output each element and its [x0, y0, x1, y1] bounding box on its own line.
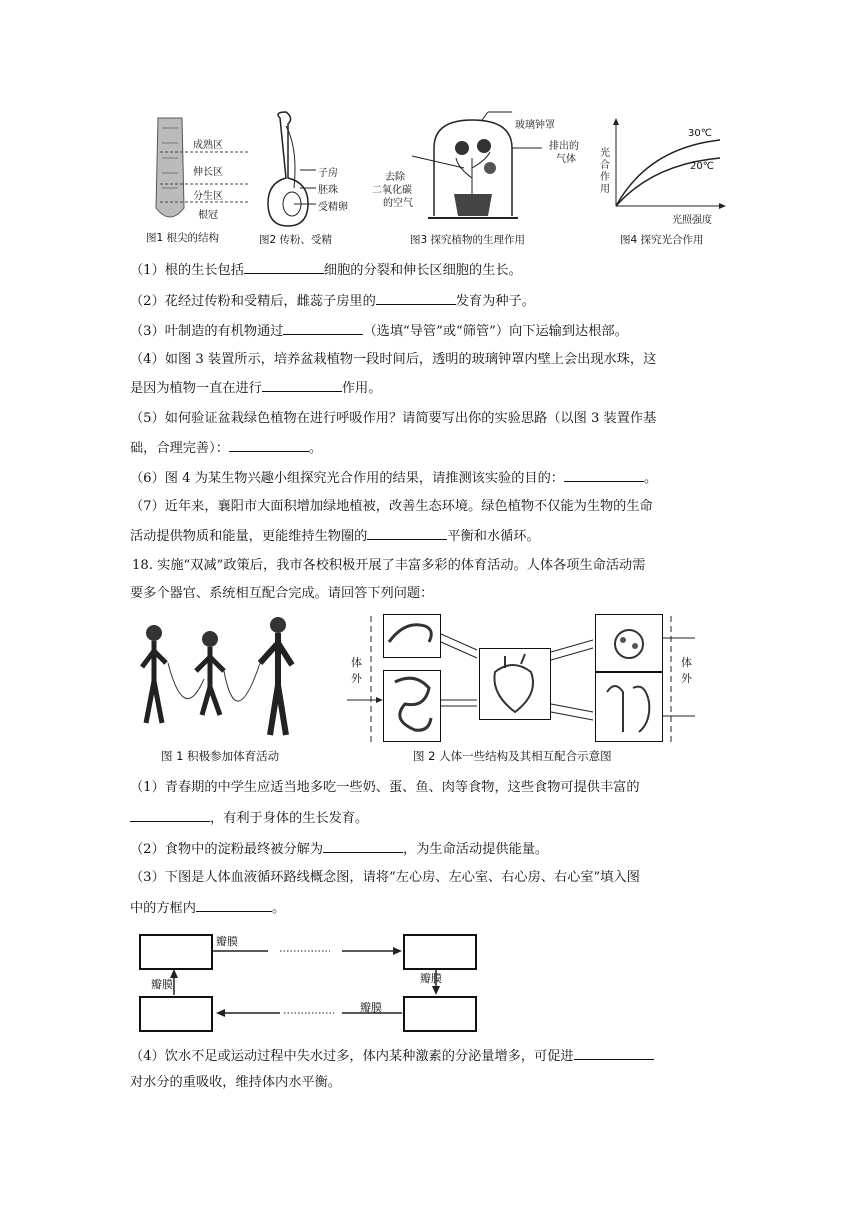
- intake-label-1: 去除: [385, 172, 405, 183]
- answer-blank[interactable]: [244, 259, 324, 274]
- q18-1-cont: ，有利于身体的生长发育。: [130, 807, 735, 829]
- fig4-ylabel-4: 用: [600, 184, 610, 195]
- q18-fig1-caption: 图 1 积极参加体育活动: [161, 749, 280, 763]
- answer-blank[interactable]: [283, 320, 363, 335]
- organ-sketches: [345, 612, 715, 744]
- root-label-maturation: 成熟区: [193, 140, 223, 151]
- fig3-caption: 图3 探究植物的生理作用: [410, 234, 526, 246]
- series-30c: 30℃: [688, 128, 712, 139]
- q17-2: （2）花经过传粉和受精后，雌蕊子房里的 发育为种子。: [130, 290, 735, 312]
- series-20c: 20℃: [690, 161, 714, 172]
- q18-2: （2）食物中的淀粉最终被分解为 ，为生命活动提供能量。: [130, 838, 735, 860]
- q17-5-cont: 础，合理完善）： 。: [130, 437, 735, 459]
- organ-diagram: [345, 612, 715, 744]
- fig4-xlabel: 光照强度: [672, 215, 712, 226]
- pistil-label-ovary: 子房: [318, 168, 338, 179]
- rope-skipping-figure: [132, 615, 317, 740]
- answer-blank[interactable]: [564, 467, 644, 482]
- side-right-1: 体: [681, 656, 692, 669]
- q17-4: （4）如图 3 装置所示，培养盆栽植物一段时间后，透明的玻璃钟罩内壁上会出现水珠，这: [130, 352, 657, 367]
- valve-label-bottom: 瓣膜: [360, 1001, 382, 1014]
- side-left-2: 外: [351, 672, 362, 685]
- answer-blank[interactable]: [376, 290, 456, 305]
- answer-blank[interactable]: [229, 437, 309, 452]
- answer-blank[interactable]: [130, 807, 210, 822]
- side-left-1: 体: [351, 656, 362, 669]
- q18-3-cont: 中的方框内 。: [130, 897, 735, 919]
- q18-1: （1）青春期的中学生应适当地多吃一些奶、蛋、鱼、肉等食物，这些食物可提供丰富的: [130, 780, 640, 795]
- q18-4-cont: 对水分的重吸收，维持体内水平衡。: [130, 1075, 341, 1090]
- q17-6: （6）图 4 为某生物兴趣小组探究光合作用的结果，请推测该实验的目的： 。: [130, 467, 735, 489]
- valve-label-right: 瓣膜: [420, 972, 442, 985]
- q17-7-cont: 活动提供物质和能量，更能维持生物圈的 平衡和水循环。: [130, 525, 735, 547]
- root-label-meristem: 分生区: [193, 191, 223, 202]
- root-label-cap: 根冠: [198, 210, 218, 221]
- intake-label-2: 二氧化碳: [372, 185, 412, 196]
- q17-1: （1）根的生长包括 细胞的分裂和伸长区细胞的生长。: [130, 259, 735, 281]
- pistil-label-ovule: 胚珠: [318, 185, 338, 196]
- answer-blank[interactable]: [323, 838, 403, 853]
- answer-blank[interactable]: [196, 897, 272, 912]
- fig4-ylabel-2: 合: [600, 160, 610, 171]
- fig4-caption: 图4 探究光合作用: [620, 234, 704, 246]
- valve-label-left: 瓣膜: [151, 978, 173, 991]
- valve-label-top: 瓣膜: [216, 935, 238, 948]
- q17-7: （7）近年来，襄阳市大面积增加绿地植被，改善生态环境。绿色植物不仅能为生物的生命: [130, 499, 653, 514]
- answer-blank[interactable]: [262, 377, 342, 392]
- answer-blank[interactable]: [574, 1045, 654, 1060]
- exhaust-label-1: 排出的: [549, 141, 579, 152]
- q18-3: （3）下图是人体血液循环路线概念图，请将“左心房、左心室、右心房、右心室”填入图: [130, 870, 640, 885]
- side-right-2: 外: [681, 672, 692, 685]
- intake-label-3: 的空气: [383, 198, 413, 209]
- q18-intro-2: 要多个器官、系统相互配合完成。请回答下列问题：: [130, 586, 434, 601]
- fig1-caption: 图1 根尖的结构: [146, 232, 220, 244]
- fig4-ylabel-1: 光: [600, 148, 610, 159]
- bell-jar-label: 玻璃钟罩: [515, 120, 555, 131]
- q17-4-cont: 是因为植物一直在进行 作用。: [130, 377, 735, 399]
- q18-fig2-caption: 图 2 人体一些结构及其相互配合示意图: [413, 749, 612, 763]
- fig2-caption: 图2 传粉、受精: [259, 234, 333, 246]
- root-label-elongation: 伸长区: [193, 167, 223, 178]
- q17-5: （5）如何验证盆栽绿色植物在进行呼吸作用？请简要写出你的实验思路（以图 3 装置作基: [130, 411, 657, 426]
- exhaust-label-2: 气体: [556, 154, 576, 165]
- q18-4: （4）饮水不足或运动过程中失水过多，体内某种激素的分泌量增多，可促进: [130, 1045, 735, 1067]
- q17-3: （3）叶制造的有机物通过 （选填“导管”或“筛管”）向下运输到达根部。: [130, 320, 735, 342]
- answer-blank[interactable]: [367, 525, 447, 540]
- fig4-ylabel-3: 作: [600, 172, 610, 183]
- q18-intro-1: 18. 实施“双减”政策后，我市各校积极开展了丰富多彩的体育活动。人体各项生命活动需: [132, 558, 646, 573]
- pistil-label-zygote: 受精卵: [318, 202, 348, 213]
